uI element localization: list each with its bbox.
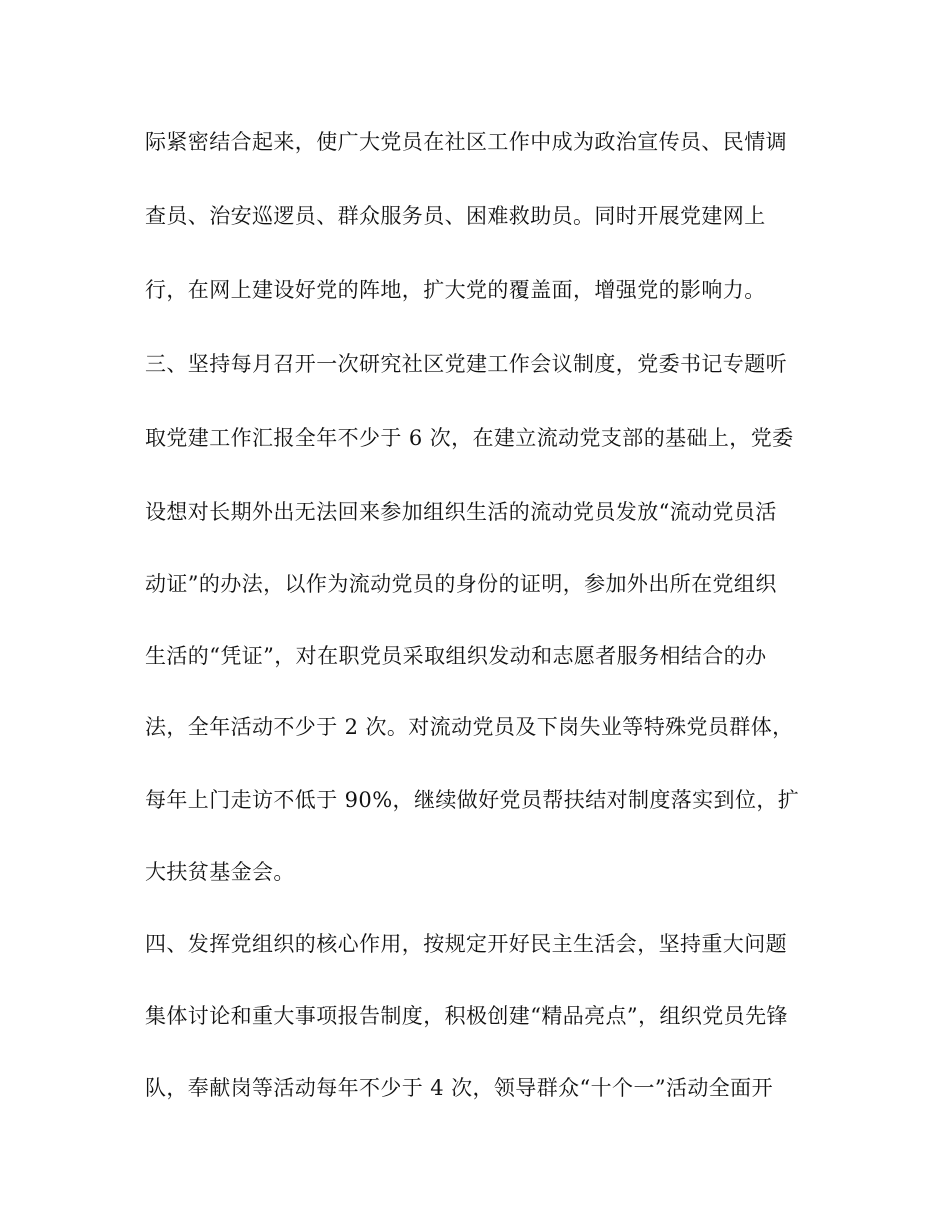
text-line: 四、发挥党组织的核心作用，按规定开好民主生活会，坚持重大问题 <box>145 932 787 956</box>
text-line: 查员、治安巡逻员、群众服务员、困难救助员。同时开展党建网上 <box>145 204 766 228</box>
text-line: 设想对长期外出无法回来参加组织生活的流动党员发放“流动党员活 <box>145 500 777 524</box>
text-line: 动证”的办法，以作为流动党员的身份的证明，参加外出所在党组织 <box>145 572 777 596</box>
text-line: 取党建工作汇报全年不少于 6 次，在建立流动党支部的基础上，党委 <box>145 426 794 450</box>
text-line: 法，全年活动不少于 2 次。对流动党员及下岗失业等特殊党员群体， <box>145 715 794 739</box>
text-line: 三、坚持每月召开一次研究社区党建工作会议制度，党委书记专题听 <box>145 352 787 376</box>
text-line: 每年上门走访不低于 90%，继续做好党员帮扶结对制度落实到位，扩 <box>145 788 800 812</box>
text-line: 行，在网上建设好党的阵地，扩大党的覆盖面，增强党的影响力。 <box>145 278 766 302</box>
text-line: 大扶贫基金会。 <box>145 860 295 884</box>
text-line: 队，奉献岗等活动每年不少于 4 次，领导群众“十个一”活动全面开 <box>145 1076 773 1100</box>
text-line: 际紧密结合起来，使广大党员在社区工作中成为政治宣传员、民情调 <box>145 130 787 154</box>
text-line: 集体讨论和重大事项报告制度，积极创建“精品亮点”，组织党员先锋 <box>145 1004 788 1028</box>
text-line: 生活的“凭证”，对在职党员采取组织发动和志愿者服务相结合的办 <box>145 644 767 668</box>
